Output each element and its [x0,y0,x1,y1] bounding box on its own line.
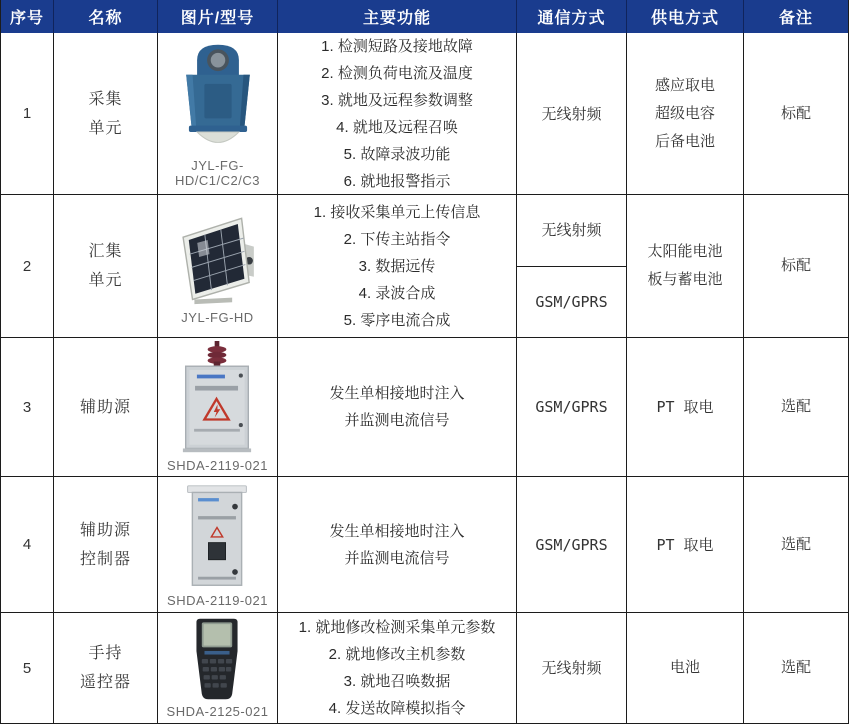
comm-value: 无线射频 [541,221,602,240]
function-item: 5. 故障录波功能 [343,145,451,163]
row3-functions [278,338,517,477]
device-name-line: 辅助源 [79,521,131,539]
row4-image-cell [158,477,278,613]
row1-serial: 1 [1,33,54,195]
function-item: 发生单相接地时注入 [329,385,465,402]
row1-functions [278,33,517,195]
row2-note [744,195,848,338]
function-item: 2. 检测负荷电流及温度 [321,64,473,82]
function-item: 1. 就地修改检测采集单元参数 [298,619,496,636]
power-line: 后备电池 [654,132,715,150]
device-name-line: 单元 [88,272,123,289]
table-row-4 [1,477,848,613]
row5-note [744,613,848,723]
header-col-power: 供电方式 [627,0,744,33]
device-name-line: 控制器 [79,550,131,568]
table-header-row [1,0,848,33]
note-value: 选配 [780,535,811,553]
row1-comm [517,33,627,195]
table-row-1 [1,33,848,195]
device-name-line: 手持 [88,645,123,662]
comm-value: GSM/GPRS [535,535,608,554]
function-item: 并监测电流信号 [344,549,450,567]
function-item: 4. 发送故障模拟指令 [328,700,466,717]
model-number: SHDA-2119-021 [167,592,268,608]
row2-serial: 2 [1,195,54,338]
model-number: SHDA-2125-021 [166,704,269,719]
table-row-5 [1,613,848,723]
row5-device-name [54,613,158,723]
row2-device-name [54,195,158,338]
model-number: JYL-FG-HD/C1/C2/C3 [175,158,260,188]
comm-value: 无线射频 [541,659,602,677]
function-item: 4. 录波合成 [358,284,436,302]
row2-functions [278,195,517,338]
device-name-line: 遥控器 [79,674,131,691]
comm-value: 无线射频 [541,104,602,123]
row5-image-cell [158,613,278,723]
function-item: 3. 就地召唤数据 [343,673,451,690]
row3-device-name [54,338,158,477]
header-col-note: 备注 [778,10,813,27]
row4-serial: 4 [1,477,54,613]
note-value: 标配 [780,257,811,274]
function-item: 1. 接收采集单元上传信息 [313,203,481,221]
function-item: 4. 就地及远程召唤 [336,118,458,136]
note-value: 选配 [780,398,811,415]
note-value: 标配 [780,104,811,122]
row1-power [627,33,744,195]
function-item: 5. 零序电流合成 [343,311,451,329]
row4-note [744,477,848,613]
function-item: 3. 数据远传 [358,257,436,275]
row3-serial: 3 [1,338,54,477]
comm-value: GSM/GPRS [535,292,608,311]
function-item: 3. 就地及远程参数调整 [321,91,473,109]
row4-functions [278,477,517,613]
row3-note [744,338,848,477]
row5-power [627,613,744,723]
function-item: 2. 下传主站指令 [343,230,451,248]
row5-comm [517,613,627,723]
row3-power [627,338,744,477]
power-line: PT 取电 [656,398,714,416]
row1-image-cell [158,33,278,195]
comm-value: GSM/GPRS [535,398,608,416]
header-col-image: 图片/型号 [158,0,278,33]
power-line: 感应取电 [654,76,715,94]
row3-image-cell [158,338,278,477]
power-line: 板与蓄电池 [647,271,723,288]
header-col-comm: 通信方式 [517,0,627,33]
model-number: SHDA-2119-021 [167,458,268,473]
collection-unit-photo [168,39,268,155]
device-name-line: 汇集 [88,243,123,260]
row4-power [627,477,744,613]
power-line: 超级电容 [654,104,715,122]
row3-comm [517,338,627,477]
row2-comm [517,195,627,338]
row4-comm [517,477,627,613]
header-col-serial: 序号 [1,0,54,33]
device-name-line: 单元 [88,119,123,137]
aggregation-unit-photo [166,207,270,307]
function-item: 6. 就地报警指示 [343,172,451,190]
handheld-remote-photo [188,617,246,701]
function-item: 2. 就地修改主机参数 [328,646,466,663]
auxiliary-source-controller-photo [179,482,255,590]
model-number: JYL-FG-HD [181,310,254,325]
row1-note [744,33,848,195]
table-row-3 [1,338,848,477]
function-item: 1. 检测短路及接地故障 [321,37,473,55]
header-col-function: 主要功能 [278,0,517,33]
row5-serial: 5 [1,613,54,723]
power-line: PT 取电 [656,535,714,554]
row5-functions [278,613,517,723]
table-row-2 [1,195,848,338]
row2-power [627,195,744,338]
power-line: 太阳能电池 [647,243,723,260]
row4-device-name [54,477,158,613]
auxiliary-source-photo [171,341,263,455]
row2-image-cell [158,195,278,338]
function-item: 发生单相接地时注入 [329,522,465,540]
device-name-line: 辅助源 [79,398,131,416]
device-name-line: 采集 [88,90,123,108]
row1-device-name [54,33,158,195]
note-value: 选配 [780,659,811,676]
function-item: 并监测电流信号 [344,412,450,429]
header-col-name: 名称 [54,0,158,33]
power-line: 电池 [669,659,700,676]
